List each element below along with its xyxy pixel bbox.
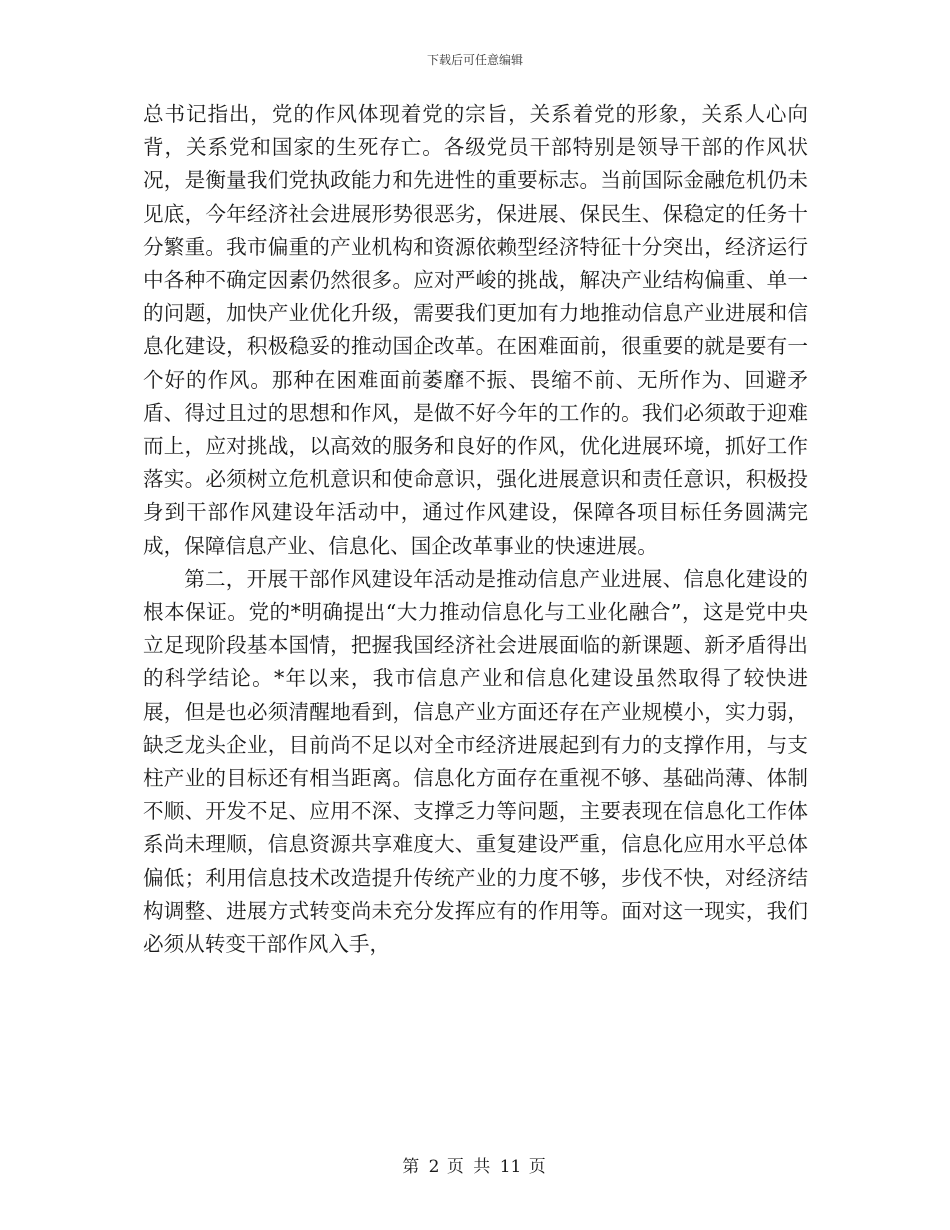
page-footer <box>0 1156 950 1178</box>
footer-middle: 页 共 <box>446 1157 493 1177</box>
footer-prefix: 第 <box>402 1157 422 1177</box>
paragraph-1: 总书记指出，党的作风体现着党的宗旨，关系着党的形象，关系人心向背，关系党和国家的生死存亡。各级党员干部特别是领导干部的作风状况，是衡量我们党执政能力和先进性的重要标志。当前国际金融危机仍未见底，今年经济社会进展形势很恶劣，保进展、保民生、保稳定的任务十分繁重。我市偏重的产业机构和资源依赖型经济特征十分突出，经济运行中各种不确定因素仍然很多。应对严峻的挑战，解决产业结构偏重、单一的问题，加快产业优化升级，需要我们更加有力地推动信息产业进展和信息化建设，积极稳妥的推动国企改革。在困难面前，很重要的就是要有一个好的作风。那种在困难面前萎靡不振、畏缩不前、无所作为、回避矛盾、得过且过的思想和作风，是做不好今年的工作的。我们必须敢于迎难而上，应对挑战，以高效的服务和良好的作风，优化进展环境，抓好工作落实。必须树立危机意识和使命意识，强化进展意识和责任意识，积极投身到干部作风建设年活动中，通过作风建设，保障各项目标任务圆满完成，保障信息产业、信息化、国企改革事业的快速进展。 <box>143 102 808 558</box>
footer-total-pages: 11 <box>499 1157 522 1177</box>
paragraph-2: 第二，开展干部作风建设年活动是推动信息产业进展、信息化建设的根本保证。党的*明确提出“大力推动信息化与工业化融合”，这是党中央立足现阶段基本国情，把握我国经济社会进展面临的新课题、新矛盾得出的科学结论。*年以来，我市信息产业和信息化建设虽然取得了较快进展，但是也必须清醒地看到，信息产业方面还存在产业规模小，实力弱，缺乏龙头企业，目前尚不足以对全市经济进展起到有力的支撑作用，与支柱产业的目标还有相当距离。信息化方面存在重视不够、基础尚薄、体制不顺、开发不足、应用不深、支撑乏力等问题，主要表现在信息化工作体系尚未理顺，信息资源共享难度大、重复建设严重，信息化应用水平总体偏低；利用信息技术改造提升传统产业的力度不够，步伐不快，对经济结构调整、进展方式转变尚未充分发挥应有的作用等。面对这一现实，我们必须从转变干部作风入手， <box>143 566 808 957</box>
document-body <box>143 98 808 961</box>
page-header <box>0 52 950 68</box>
footer-suffix: 页 <box>528 1157 548 1177</box>
footer-page-number: 2 <box>428 1157 440 1177</box>
header-text: 下载后可任意编辑 <box>426 53 523 67</box>
